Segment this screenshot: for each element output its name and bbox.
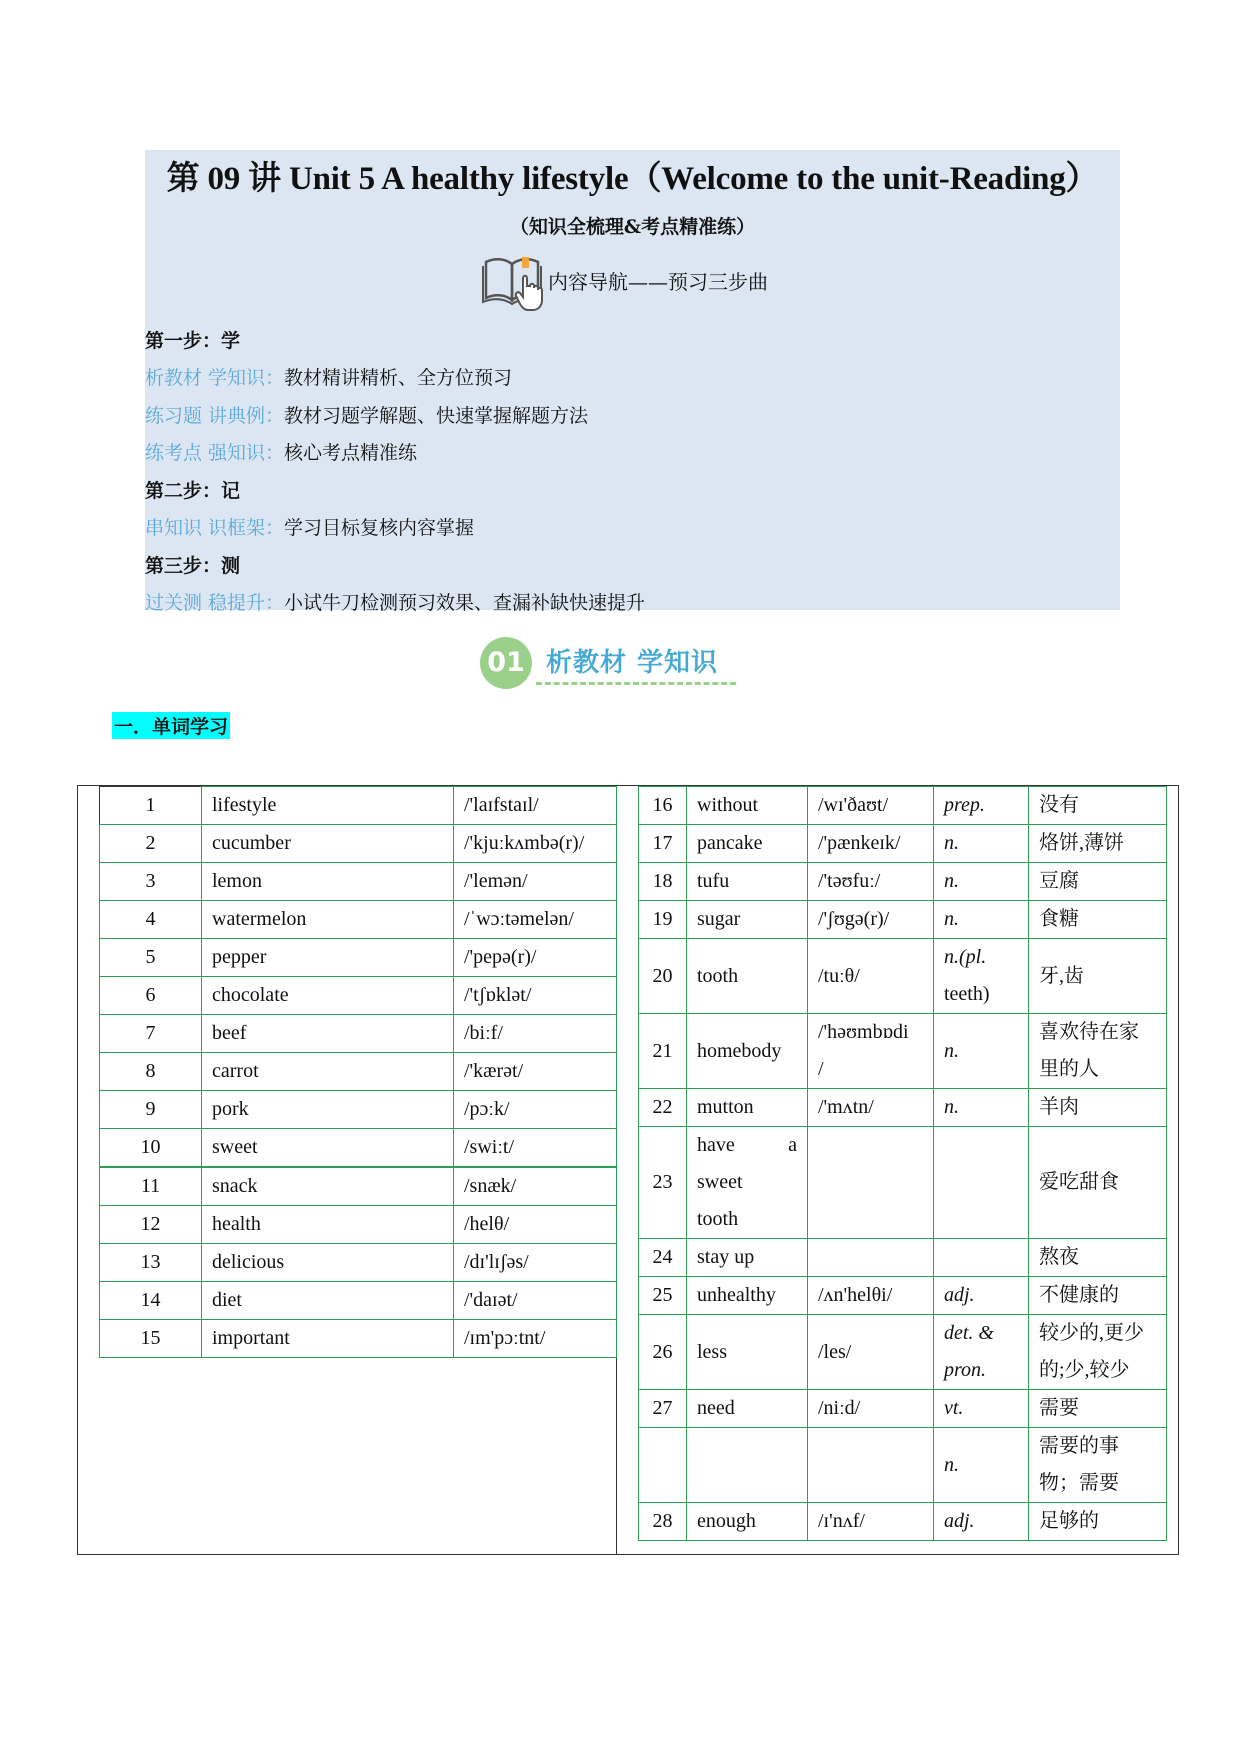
step-desc: 核心考点精准练 [284,442,418,464]
word: chocolate [202,977,454,1015]
nav-text: 内容导航——预习三步曲 [548,269,768,294]
word: tooth [687,939,808,1014]
meaning: 足够的 [1029,1503,1167,1541]
table-row [100,977,617,1015]
word-number: 14 [100,1282,202,1320]
table-row [100,1320,617,1358]
word-number: 21 [639,1014,687,1089]
phonetic [808,1014,934,1089]
table-row [639,901,1167,939]
word: cucumber [202,825,454,863]
meaning [1029,1428,1167,1503]
part-of-speech: n. [934,825,1029,863]
word-number: 28 [639,1503,687,1541]
vocab-table-left [99,786,617,1358]
step-3-item [145,588,645,615]
phonetic: /biːf/ [454,1015,617,1053]
table-row [639,1315,1167,1390]
word-part: a [788,1134,797,1156]
part-of-speech [934,1239,1029,1277]
pos-line: det. & [944,1322,994,1344]
meaning: 羊肉 [1029,1089,1167,1127]
step-1-heading: 第一步：学 [145,330,241,352]
phonetic: /niːd/ [808,1390,934,1428]
table-row [100,1015,617,1053]
table-row [639,1014,1167,1089]
meaning: 食糖 [1029,901,1167,939]
table-row [639,787,1167,825]
phonetic: /les/ [808,1315,934,1390]
table-row [100,1244,617,1282]
word: sugar [687,901,808,939]
word: health [202,1206,454,1244]
word-part: sweet [697,1171,743,1193]
table-row [639,825,1167,863]
table-row [639,1428,1167,1503]
phonetic: /wɪ'ðaʊt/ [808,787,934,825]
phonetic: /'pænkeɪk/ [808,825,934,863]
table-row [100,1091,617,1129]
word-number [639,1428,687,1503]
word: less [687,1315,808,1390]
word-number: 18 [639,863,687,901]
phonetic: /'daɪət/ [454,1282,617,1320]
meaning-line: 物；需要 [1039,1472,1119,1494]
phonetic: /ɪm'pɔːtnt/ [454,1320,617,1358]
meaning-line: 的;少,较少 [1039,1359,1130,1381]
book-hand-icon [480,248,548,312]
word: enough [687,1503,808,1541]
badge-underline [536,682,736,685]
word: lifestyle [202,787,454,825]
part-of-speech: n. [934,863,1029,901]
word: without [687,787,808,825]
part-of-speech: adj. [934,1277,1029,1315]
word: unhealthy [687,1277,808,1315]
phonetic-line: /'həʊmbɒdi [818,1021,909,1043]
part-of-speech [934,939,1029,1014]
phonetic: /snæk/ [454,1168,617,1206]
word-number: 9 [100,1091,202,1129]
step-desc: 教材精讲精析、全方位预习 [284,367,513,389]
step-1-item [145,438,417,465]
part-of-speech: prep. [934,787,1029,825]
word-number: 22 [639,1089,687,1127]
part-of-speech: n. [934,1014,1029,1089]
phonetic: /swiːt/ [454,1129,617,1167]
meaning: 熬夜 [1029,1239,1167,1277]
word: sweet [202,1129,454,1167]
phonetic: /'ʃʊgə(r)/ [808,901,934,939]
word-number: 13 [100,1244,202,1282]
meaning [1029,1315,1167,1390]
word: watermelon [202,901,454,939]
meaning-line: 喜欢待在家 [1039,1021,1139,1043]
word: pancake [687,825,808,863]
table-row [639,939,1167,1014]
phonetic [808,1239,934,1277]
table-row [639,1277,1167,1315]
section-heading: 一．单词学习 [112,712,230,739]
word-number: 11 [100,1168,202,1206]
meaning-line: 较少的,更少 [1039,1322,1144,1344]
word-number: 5 [100,939,202,977]
pos-line: pron. [944,1359,987,1381]
step-2-heading: 第二步：记 [145,480,241,502]
pos-line: teeth) [944,983,990,1005]
table-row [639,863,1167,901]
step-1-item [145,363,512,390]
word-number: 7 [100,1015,202,1053]
phonetic: /dɪ'lɪʃəs/ [454,1244,617,1282]
word-number: 17 [639,825,687,863]
table-row [100,1206,617,1244]
table-row [100,901,617,939]
header-panel [145,150,1120,614]
page-subtitle: （知识全梳理&考点精准练） [509,216,756,238]
word-number: 1 [100,787,202,825]
step-tag: 练习题 讲典例： [145,405,285,427]
meaning: 没有 [1029,787,1167,825]
word: diet [202,1282,454,1320]
word-number: 6 [100,977,202,1015]
phonetic: /'laɪfstaɪl/ [454,787,617,825]
step-2-item [145,513,474,540]
phonetic: /ʌn'helθi/ [808,1277,934,1315]
table-row [639,1390,1167,1428]
part-of-speech: n. [934,901,1029,939]
table-row [639,1127,1167,1239]
phonetic: /'pepə(r)/ [454,939,617,977]
phonetic: /'təʊfuː/ [808,863,934,901]
section-badge [480,633,755,693]
step-tag: 练考点 强知识： [145,442,285,464]
step-tag: 串知识 识框架： [145,517,285,539]
pos-line: n.(pl. [944,946,987,968]
phonetic [808,1428,934,1503]
badge-number: 01 [480,637,532,689]
word: mutton [687,1089,808,1127]
page-title: 第 09 讲 Unit 5 A healthy lifestyle（Welcome to the unit-Reading） [166,161,1099,197]
word-number: 26 [639,1315,687,1390]
word: pepper [202,939,454,977]
table-row [100,1168,617,1206]
word-number: 3 [100,863,202,901]
content-nav [480,248,768,312]
vocab-table-right [638,786,1167,1541]
word-number: 4 [100,901,202,939]
word-number: 27 [639,1390,687,1428]
phonetic: /'mʌtn/ [808,1089,934,1127]
meaning: 烙饼,薄饼 [1029,825,1167,863]
phonetic: /'tʃɒklət/ [454,977,617,1015]
table-row [639,1239,1167,1277]
word: homebody [687,1014,808,1089]
word: snack [202,1168,454,1206]
meaning: 爱吃甜食 [1029,1127,1167,1239]
part-of-speech: adj. [934,1503,1029,1541]
word-number: 10 [100,1129,202,1167]
table-row [639,1503,1167,1541]
part-of-speech: n. [934,1089,1029,1127]
meaning: 不健康的 [1029,1277,1167,1315]
word [687,1428,808,1503]
word-number: 2 [100,825,202,863]
word-number: 19 [639,901,687,939]
phonetic: /helθ/ [454,1206,617,1244]
phonetic: /tuːθ/ [808,939,934,1014]
step-1-item [145,401,588,428]
step-3-heading: 第三步：测 [145,555,241,577]
word-number: 15 [100,1320,202,1358]
table-row [100,1282,617,1320]
phonetic: /ɪ'nʌf/ [808,1503,934,1541]
meaning-line: 里的人 [1039,1058,1099,1080]
meaning: 豆腐 [1029,863,1167,901]
table-row [100,939,617,977]
word: stay up [687,1239,808,1277]
word: need [687,1390,808,1428]
part-of-speech [934,1315,1029,1390]
word-number: 20 [639,939,687,1014]
word-number: 16 [639,787,687,825]
phonetic: /'kærət/ [454,1053,617,1091]
table-row [100,825,617,863]
step-desc: 教材习题学解题、快速掌握解题方法 [284,405,589,427]
word: carrot [202,1053,454,1091]
word: beef [202,1015,454,1053]
table-row [100,787,617,825]
word: pork [202,1091,454,1129]
word [687,1127,808,1239]
table-row [639,1089,1167,1127]
word: important [202,1320,454,1358]
word-number: 24 [639,1239,687,1277]
phonetic [808,1127,934,1239]
meaning [1029,1014,1167,1089]
word: lemon [202,863,454,901]
part-of-speech: vt. [934,1390,1029,1428]
phonetic: /'lemən/ [454,863,617,901]
word-number: 23 [639,1127,687,1239]
meaning: 牙,齿 [1029,939,1167,1014]
table-row [100,863,617,901]
badge-label: 析教材 学知识 [546,648,719,678]
word: tufu [687,863,808,901]
meaning: 需要 [1029,1390,1167,1428]
word-number: 12 [100,1206,202,1244]
phonetic: /'kjuːkʌmbə(r)/ [454,825,617,863]
meaning-line: 需要的事 [1039,1435,1119,1457]
step-tag: 过关测 稳提升： [145,592,285,614]
word-part: have [697,1134,735,1156]
word: delicious [202,1244,454,1282]
word-number: 8 [100,1053,202,1091]
word-part: tooth [697,1208,739,1230]
part-of-speech [934,1127,1029,1239]
step-desc: 学习目标复核内容掌握 [284,517,475,539]
phonetic: /pɔːk/ [454,1091,617,1129]
step-desc: 小试牛刀检测预习效果、查漏补缺快速提升 [284,592,646,614]
table-row [100,1129,617,1167]
phonetic-line: / [818,1058,824,1080]
step-tag: 析教材 学知识： [145,367,285,389]
word-number: 25 [639,1277,687,1315]
part-of-speech: n. [934,1428,1029,1503]
phonetic: /ˈwɔːtəmelən/ [454,901,617,939]
table-row [100,1053,617,1091]
